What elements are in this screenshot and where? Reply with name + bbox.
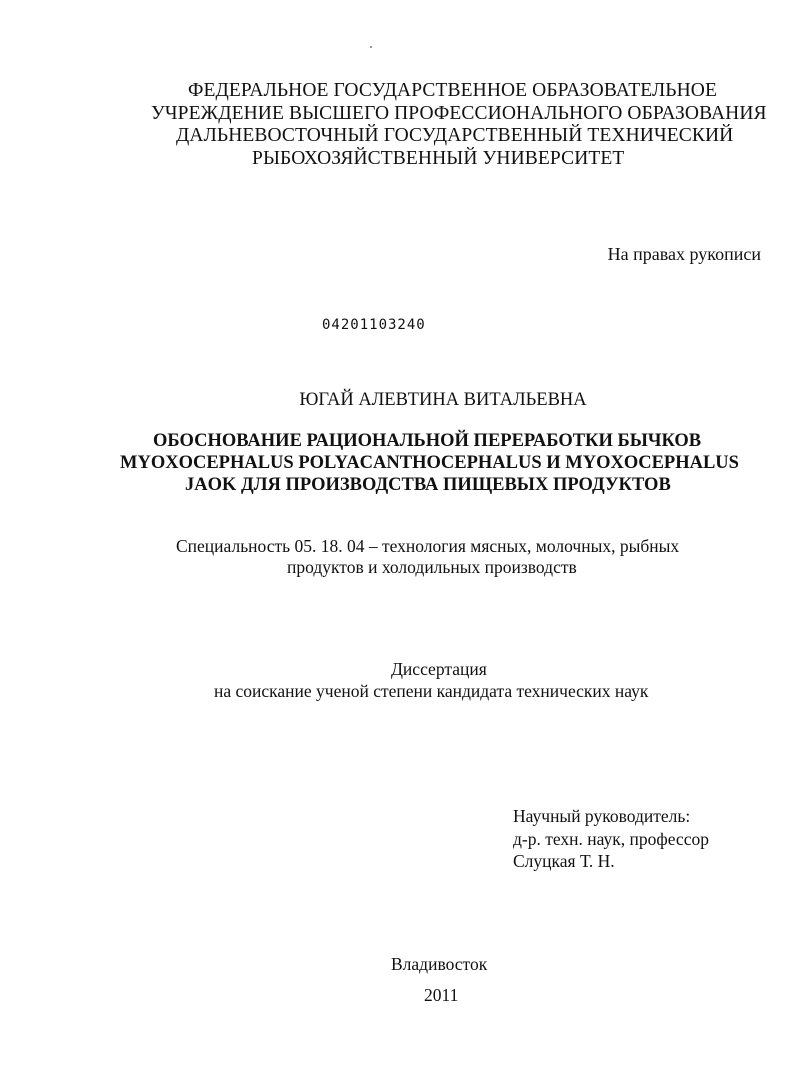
institution-line-1: ФЕДЕРАЛЬНОЕ ГОСУДАРСТВЕННОЕ ОБРАЗОВАТЕЛЬНОЕ xyxy=(188,80,717,101)
title-line-2: MYOXOCEPHALUS POLYACANTHOCEPHALUS И MYOXOCEPHALUS xyxy=(120,453,739,473)
year: 2011 xyxy=(424,985,459,1005)
specialty-line-1: Специальность 05. 18. 04 – технология мясных, молочных, рыбных xyxy=(176,536,680,556)
institution-header xyxy=(100,80,797,170)
degree-purpose: на соискание ученой степени кандидата технических наук xyxy=(214,681,649,701)
author-name: ЮГАЙ АЛЕВТИНА ВИТАЛЬЕВНА xyxy=(299,390,587,410)
dissertation-type xyxy=(0,658,797,702)
title-line-1: ОБОСНОВАНИЕ РАЦИОНАЛЬНОЙ ПЕРЕРАБОТКИ БЫЧКОВ xyxy=(153,431,702,451)
advisor-degree: д-р. техн. наук, профессор xyxy=(513,828,709,849)
institution-line-2: УЧРЕЖДЕНИЕ ВЫСШЕГО ПРОФЕССИОНАЛЬНОГО ОБРАЗОВАНИЯ xyxy=(151,102,767,124)
scientific-advisor xyxy=(513,805,709,873)
rights-note: На правах рукописи xyxy=(607,244,761,264)
city: Владивосток xyxy=(391,954,488,974)
dissertation-label: Диссертация xyxy=(391,659,487,679)
scan-speck xyxy=(370,46,372,48)
dissertation-title xyxy=(100,430,797,496)
institution-line-4: РЫБОХОЗЯЙСТВЕННЫЙ УНИВЕРСИТЕТ xyxy=(252,147,625,169)
title-line-3: JAOK ДЛЯ ПРОИЗВОДСТВА ПИЩЕВЫХ ПРОДУКТОВ xyxy=(185,475,671,495)
specialty-line-2: продуктов и холодильных производств xyxy=(287,557,577,577)
advisor-label: Научный руководитель: xyxy=(513,806,691,826)
document-code: 04201103240 xyxy=(322,317,426,333)
advisor-name: Слуцкая Т. Н. xyxy=(513,851,615,871)
institution-line-3: ДАЛЬНЕВОСТОЧНЫЙ ГОСУДАРСТВЕННЫЙ ТЕХНИЧЕСКИЙ xyxy=(176,125,734,146)
specialty-block xyxy=(176,536,776,578)
